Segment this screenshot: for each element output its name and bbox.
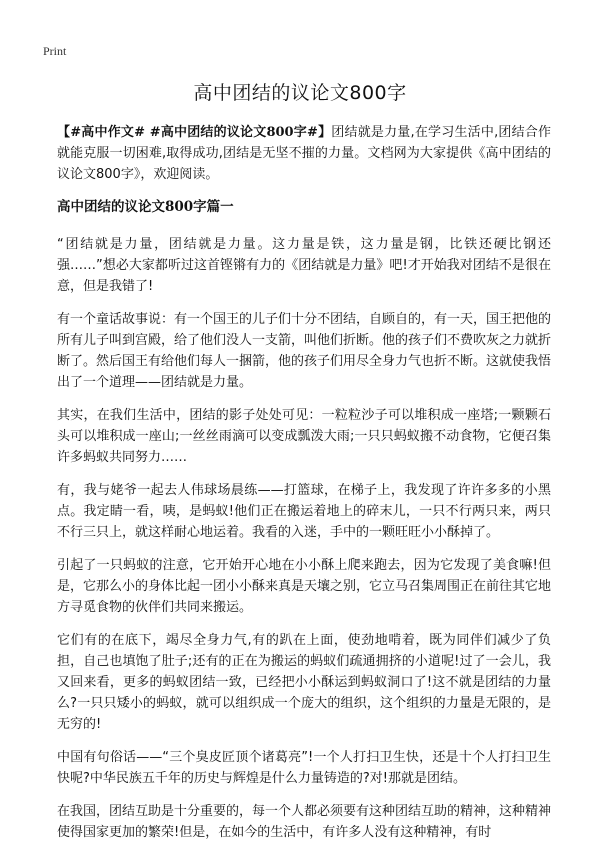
body-paragraph: 其实，在我们生活中，团结的影子处处可见：一粒粒沙子可以堆积成一座塔;一颗颗石头可以堆积成一座山;一丝丝雨滴可以变成瓢泼大雨;一只只蚂蚁搬不动食物，它便召集许多蚂蚁共同努力…… (57, 408, 551, 465)
document-title: 高中团结的议论文800字 (193, 82, 407, 104)
body-paragraph: 在我国，团结互助是十分重要的，每一个人都必须要有这种团结互助的精神，这种精神使得国家更加的繁荣!但是，在如今的生活中，有许多人没有这种精神，有时 (57, 804, 552, 840)
print-link[interactable]: Print (43, 44, 67, 58)
body-paragraph: “团结就是力量，团结就是力量。这力量是铁，这力量是钢，比铁还硬比钢还强……”想必大家都听过这首铿锵有力的《团结就是力量》吧!才开始我对团结不是很在意，但是我错了! (57, 237, 551, 294)
section-heading: 高中团结的议论文800字篇一 (57, 199, 234, 215)
body-paragraph: 中国有句俗话——“三个臭皮匠顶个诸葛亮”!一个人打扫卫生快，还是十个人打扫卫生快呢?中华民族五千年的历史与辉煌是什么力量铸造的?对!那就是团结。 (57, 750, 551, 786)
body-paragraph: 它们有的在底下，竭尽全身力气,有的趴在上面，使劲地啃着，既为同伴们减少了负担，自己也填饱了肚子;还有的正在为搬运的蚂蚁们疏通拥挤的小道呢!过了一会儿，我又回来看，更多的蚂蚁团结一致，已经把小小酥运到蚂蚁洞口了!这不就是团结的力量么?一只只矮小的蚂蚁，就可以组织成一个庞大的组织，这个组织的力量是无限的，是无穷的! (57, 633, 551, 732)
document-body (57, 122, 551, 855)
body-paragraph: 引起了一只蚂蚁的注意，它开始开心地在小小酥上爬来跑去，因为它发现了美食嘛!但是，它那么小的身体比起一团小小酥来真是天壤之别，它立马召集周围正在前往其它地方寻觅食物的伙伴们共同来搬运。 (57, 558, 552, 615)
intro-text: 团结就是力量,在学习生活中,团结合作就能克服一切困难,取得成功,团结是无坚不摧的力量。文档网为大家提供《高中团结的议论文800字》，欢迎阅读。 (57, 125, 552, 182)
body-paragraph: 有，我与姥爷一起去人伟球场晨练——打篮球，在梯子上，我发现了许许多多的小黑点。我定睛一看，咦，是蚂蚁!他们正在搬运着地上的碎末儿，一只不行两只来，两只不行三只上，就这样耐心地运着。我看的入迷，手中的一颗旺旺小小酥掉了。 (57, 483, 551, 540)
intro-tag: 【#高中作文# #高中团结的议论文800字#】 (57, 125, 332, 140)
intro-paragraph (57, 122, 551, 185)
body-paragraph: 有一个童话故事说：有一个国王的儿子们十分不团结，自顾自的，有一天，国王把他的所有儿子叫到宫殿，给了他们没人一支箭，叫他们折断。他的孩子们不费吹灰之力就折断了。然后国王有给他们每人一捆箭，他的孩子们用尽全身力气也折不断。这就使我悟出了一个道理——团结就是力量。 (57, 312, 552, 390)
